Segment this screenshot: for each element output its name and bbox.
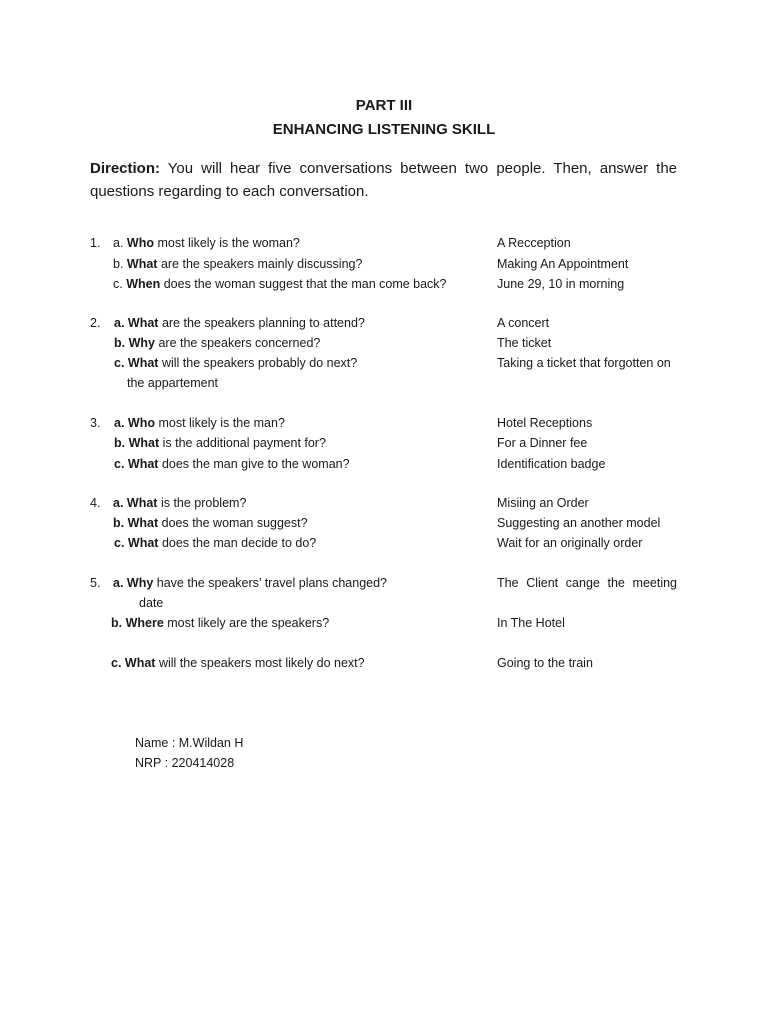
answer-text: Going to the train bbox=[497, 656, 593, 670]
question-item: a. What is the problem? bbox=[113, 496, 247, 510]
question-item: a. Who most likely is the man? bbox=[114, 416, 285, 430]
question-item: b. What does the woman suggest? bbox=[113, 516, 308, 530]
answer-text: Making An Appointment bbox=[497, 257, 629, 271]
answer-continuation: date bbox=[139, 596, 164, 610]
question-item: c. What will the speakers most likely do next? bbox=[111, 656, 365, 670]
student-nrp: NRP : 220414028 bbox=[135, 756, 235, 770]
answer-text: A concert bbox=[497, 316, 550, 330]
question-item: c. What will the speakers probably do next? bbox=[114, 356, 358, 370]
student-name: Name : M.Wildan H bbox=[135, 736, 244, 750]
answer-text: The Client cange the meeting bbox=[497, 576, 677, 590]
direction-text: You will hear five conversations between two people. Then, answer the questions regarding to each conversation. bbox=[90, 160, 677, 200]
answer-text: For a Dinner fee bbox=[497, 436, 588, 450]
question-item: c. When does the woman suggest that the man come back? bbox=[113, 277, 447, 291]
question-number: 3. bbox=[90, 416, 101, 430]
answer-text: Wait for an originally order bbox=[497, 536, 643, 550]
question-item: c. What does the man decide to do? bbox=[114, 536, 317, 550]
question-item: a. What are the speakers planning to attend? bbox=[114, 316, 365, 330]
part-heading: PART III bbox=[355, 97, 413, 114]
question-number: 1. bbox=[90, 236, 101, 250]
answer-text: A Recception bbox=[497, 236, 571, 250]
question-item: c. What does the man give to the woman? bbox=[114, 457, 350, 471]
question-item: b. Where most likely are the speakers? bbox=[111, 616, 330, 630]
answer-text: Identification badge bbox=[497, 457, 606, 471]
question-number: 5. bbox=[90, 576, 101, 590]
answer-text: June 29, 10 in morning bbox=[497, 277, 625, 291]
question-item: a. Who most likely is the woman? bbox=[113, 236, 300, 250]
direction-label: Direction: bbox=[90, 160, 161, 177]
answer-text: The ticket bbox=[497, 336, 552, 350]
question-number: 2. bbox=[90, 316, 101, 330]
question-number: 4. bbox=[90, 496, 101, 510]
answer-text: In The Hotel bbox=[497, 616, 565, 630]
question-item: b. What is the additional payment for? bbox=[114, 436, 326, 450]
question-item: b. Why are the speakers concerned? bbox=[114, 336, 321, 350]
answer-text: Suggesting an another model bbox=[497, 516, 661, 530]
answer-continuation: the appartement bbox=[127, 376, 219, 390]
question-item: a. Why have the speakers’ travel plans changed? bbox=[113, 576, 388, 590]
answer-text: Hotel Receptions bbox=[497, 416, 593, 430]
answer-text: Misiing an Order bbox=[497, 496, 589, 510]
question-item: b. What are the speakers mainly discussing? bbox=[113, 257, 363, 271]
section-title: ENHANCING LISTENING SKILL bbox=[272, 121, 496, 138]
answer-text: Taking a ticket that forgotten on bbox=[497, 356, 671, 370]
direction-paragraph bbox=[90, 157, 677, 203]
